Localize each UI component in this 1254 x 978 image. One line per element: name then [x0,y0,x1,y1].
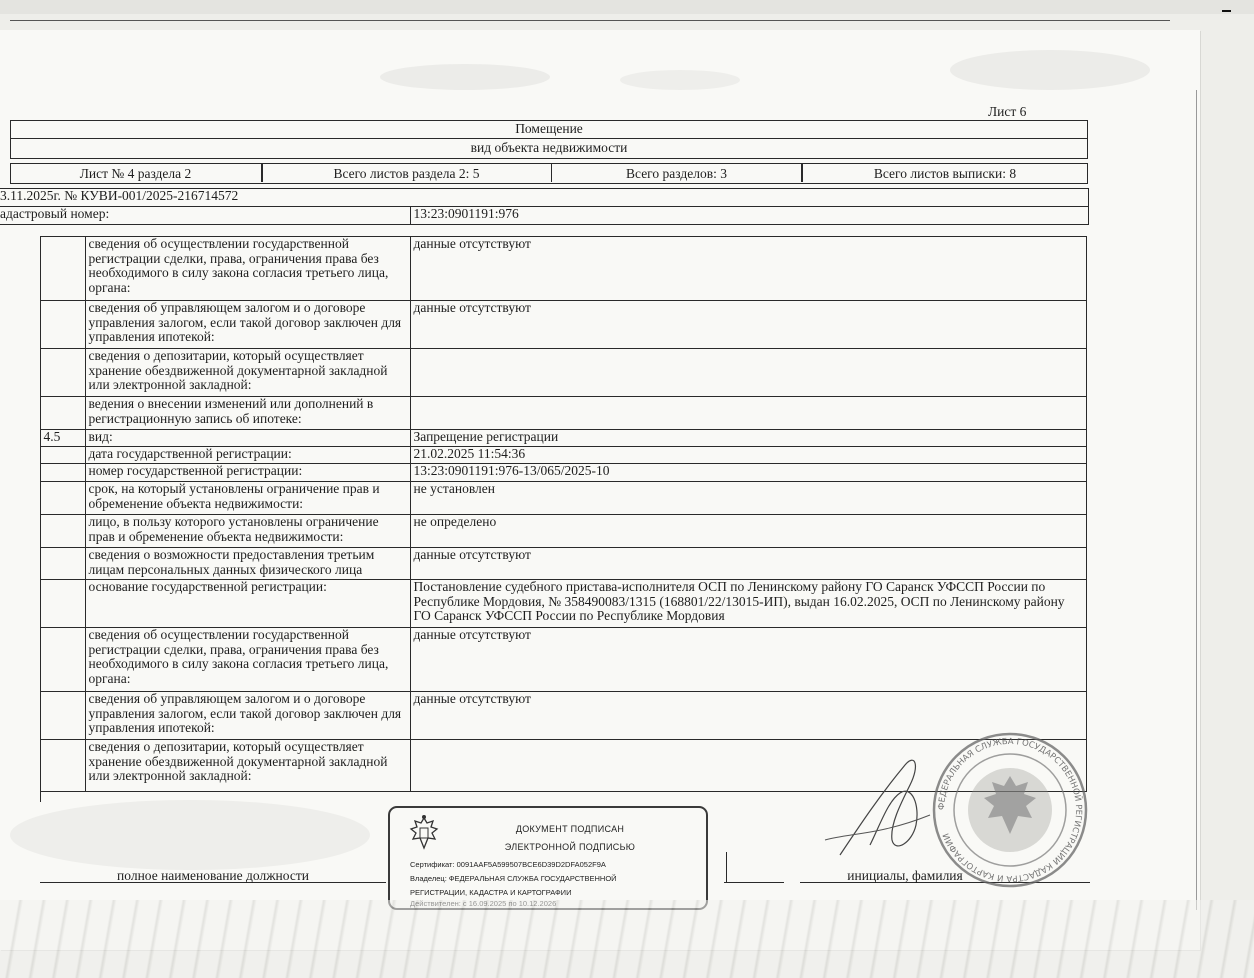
table-gutter [0,515,40,548]
e-signature-stamp [388,806,708,910]
table-row [0,580,1086,628]
row-number [40,447,85,464]
row-label: срок, на который установлены ограничение прав и обременение объекта недвижимости: [85,482,410,515]
object-type-caption: вид объекта недвижимости [470,140,628,155]
e-signature-owner-2: РЕГИСТРАЦИИ, КАДАСТРА И КАРТОГРАФИИ [410,888,572,897]
row-label: дата государственной регистрации: [85,447,410,464]
table-row [0,349,1086,397]
table-row [0,237,1086,301]
scan-top-margin [0,0,1254,14]
row-number [40,548,85,580]
table-row [0,628,1086,692]
scan-smudge [10,800,370,870]
row-value [410,397,1086,430]
e-signature-title-1: ДОКУМЕНТ ПОДПИСАН [515,824,625,834]
sheet-info-sections-count: Всего разделов: 3 [626,166,727,181]
row-label: основание государственной регистрации: [85,580,410,628]
table-row [0,397,1086,430]
table-row [0,548,1086,580]
row-number [40,628,85,692]
row-label: лицо, в пользу которого установлены ограничение прав и обременение объекта недвижимости: [85,515,410,548]
row-label: номер государственной регистрации: [85,464,410,482]
seal-text: ФЕДЕРАЛЬНАЯ СЛУЖБА ГОСУДАРСТВЕННОЙ РЕГИСТРАЦИИ КАДАСТРА И КАРТОГРАФИИ [936,736,1084,884]
row-number [40,515,85,548]
signature-line [724,882,784,883]
sheet-edge-line [10,20,1170,21]
row-number [40,301,85,349]
row-number [40,482,85,515]
scan-bottom-noise [0,900,1254,978]
row-label: сведения об управляющем залогом и о договоре управления залогом, если такой договор заключен для управления ипотекой: [85,692,410,740]
table-gutter [0,237,40,301]
position-caption: полное наименование должности [117,868,309,883]
row-value: данные отсутствуют [410,548,1086,580]
row-value: данные отсутствуют [410,692,1086,740]
table-gutter [0,430,40,447]
table-gutter [0,301,40,349]
row-label: сведения о возможности предоставления третьим лицам персональных данных физического лица [85,548,410,580]
table-gutter [0,740,40,792]
row-number [40,349,85,397]
scan-smudge [620,70,740,90]
table-gutter [0,580,40,628]
row-value: Запрещение регистрации [410,430,1086,447]
row-value: не определено [410,515,1086,548]
row-value: данные отсутствуют [410,237,1086,301]
sheet-info-section-total: Всего листов раздела 2: 5 [333,166,480,181]
sheet-info-section-sheet: Лист № 4 раздела 2 [79,166,192,181]
e-signature-certificate: Сертификат: 0091AAF5A599507BCE6D39D2DFA052F9A [410,860,606,869]
object-type-divider [10,138,1088,139]
scan-smudge [950,50,1150,90]
e-signature-title-2: ЭЛЕКТРОННОЙ ПОДПИСЬЮ [504,842,636,852]
sheet-info-extract-total: Всего листов выписки: 8 [873,166,1017,181]
table-gutter [0,349,40,397]
table-gutter [0,447,40,464]
table-gutter [0,692,40,740]
official-seal [930,730,1090,890]
signature-caption: инициалы, фамилия [847,868,963,883]
row-label: ведения о внесении изменений или дополнений в регистрационную запись об ипотеке: [85,397,410,430]
table-row [0,430,1086,447]
row-label: сведения о депозитарии, который осуществляет хранение обездвиженной документарной закладной или электронной закладной: [85,349,410,397]
row-number [40,464,85,482]
table-gutter [0,464,40,482]
encumbrance-table [0,236,1087,792]
table-row [0,692,1086,740]
row-number [40,692,85,740]
sheet-right-edge [1196,90,1197,910]
table-gutter [0,628,40,692]
scan-mark [1222,10,1231,12]
table-row [0,301,1086,349]
table-gutter [0,548,40,580]
row-label: сведения об осуществлении государственной регистрации сделки, права, ограничения права без необходимого в силу закона согласия третьего лица, органа: [85,237,410,301]
table-row [0,447,1086,464]
row-number [40,580,85,628]
table-gutter [0,397,40,430]
row-value: Постановление судебного пристава-исполнителя ОСП по Ленинскому району ГО Саранск УФССП России по Республике Мордовия, № 358490083/1315 (168801/22/13015-ИП), выдан 16.02.2025, ОСП по Ленинскому району ГО Саранск УФССП России по Республике Мордовия [410,580,1086,628]
row-label: сведения о депозитарии, который осуществляет хранение обездвиженной документарной закладной или электронной закладной: [85,740,410,792]
table-row [0,464,1086,482]
row-value [410,349,1086,397]
emblem-icon [406,814,442,854]
row-value: 13:23:0901191:976-13/065/2025-10 [410,464,1086,482]
object-type: Помещение [515,121,583,136]
row-value: данные отсутствуют [410,301,1086,349]
row-label: вид: [85,430,410,447]
table-row [0,482,1086,515]
row-label: сведения об осуществлении государственной регистрации сделки, права, ограничения права без необходимого в силу закона согласия третьего лица, органа: [85,628,410,692]
page-number: Лист 6 [988,104,1027,119]
cadastral-label: адастровый номер: [0,207,410,225]
signature-divider [726,852,727,882]
row-label: сведения об управляющем залогом и о договоре управления залогом, если такой договор заключен для управления ипотекой: [85,301,410,349]
row-value: 21.02.2025 11:54:36 [410,447,1086,464]
e-signature-owner-1: Владелец: ФЕДЕРАЛЬНАЯ СЛУЖБА ГОСУДАРСТВЕННОЙ [410,874,617,883]
scan-smudge [380,64,550,90]
row-number [40,740,85,792]
row-value: данные отсутствуют [410,628,1086,692]
row-number [40,397,85,430]
row-number [40,237,85,301]
row-number: 4.5 [40,430,85,447]
table-row [0,515,1086,548]
extract-header-table [0,188,1089,225]
date-number: 3.11.2025г. № КУВИ-001/2025-216714572 [0,189,1088,207]
table-gutter [0,482,40,515]
row-value: не установлен [410,482,1086,515]
cadastral-value: 13:23:0901191:976 [410,207,1088,225]
